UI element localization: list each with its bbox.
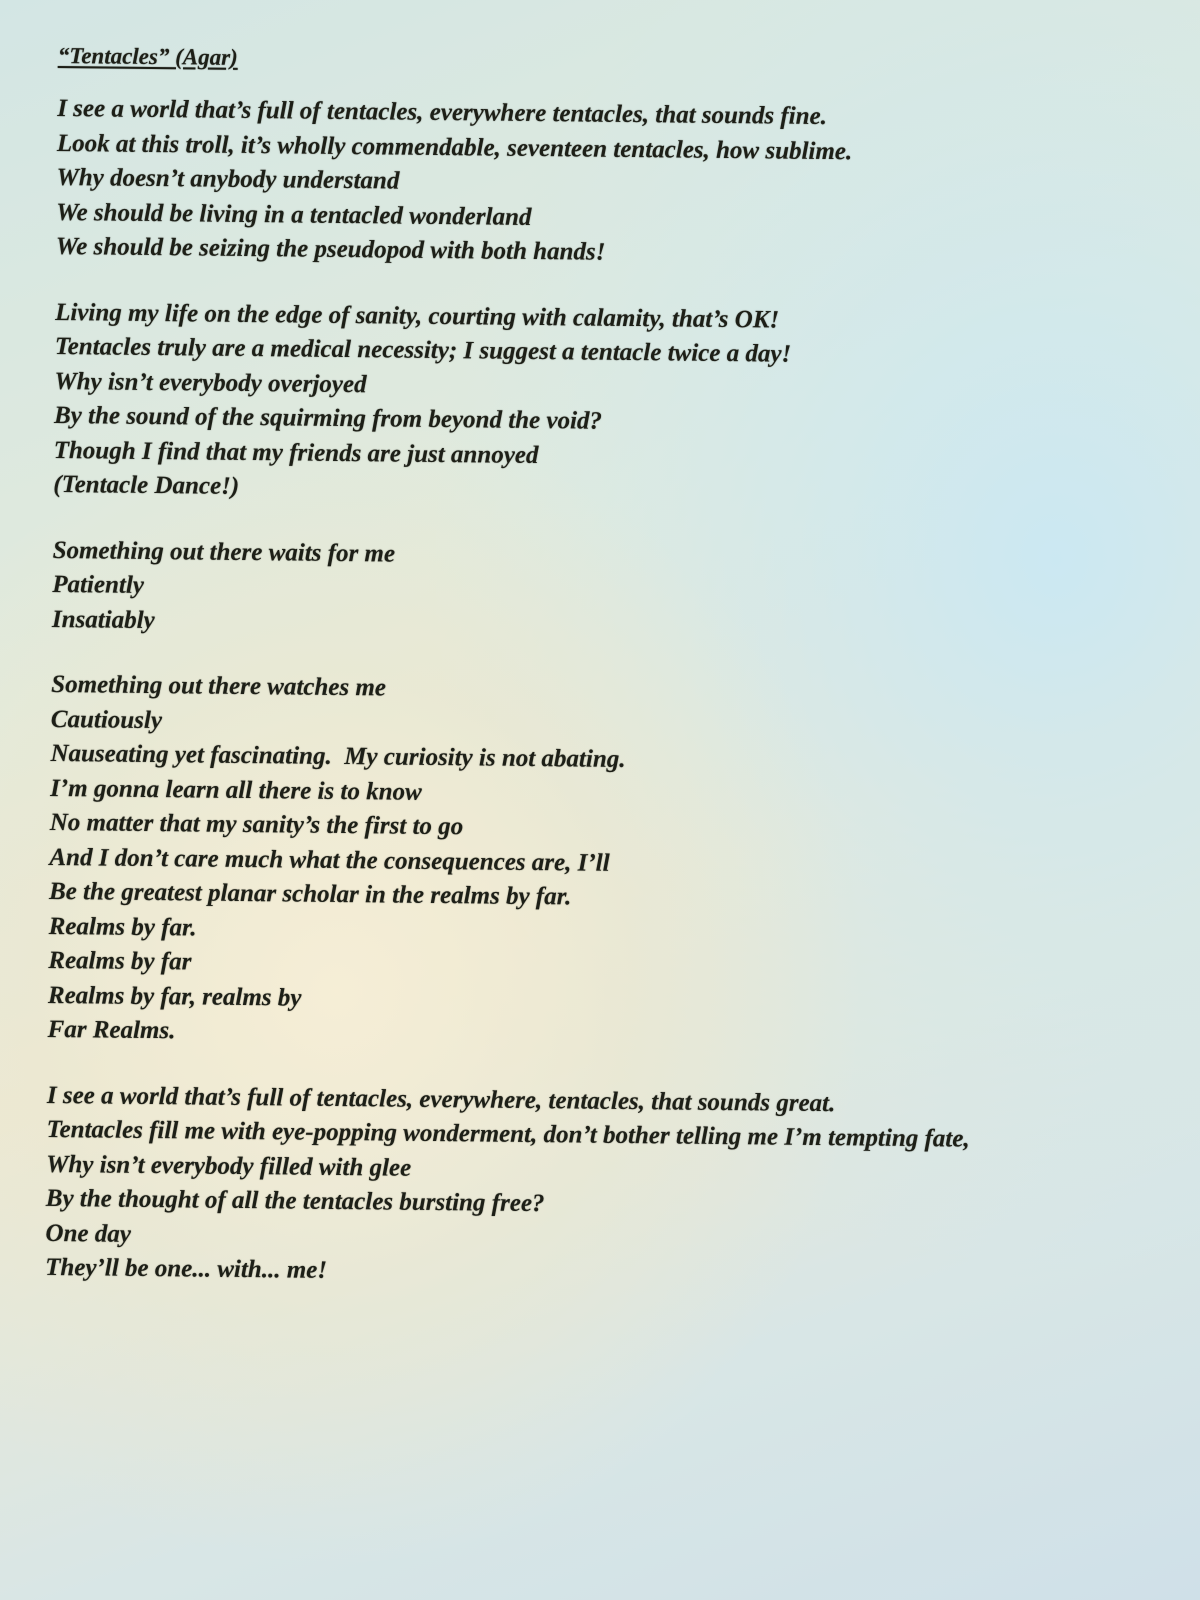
- lyric-line: By the sound of the squirming from beyond the void?: [53, 401, 603, 435]
- lyric-line: Why isn’t everybody filled with glee: [46, 1150, 412, 1182]
- lyric-line: No matter that my sanity’s the first to go: [49, 808, 464, 841]
- stanza-1: [56, 92, 1138, 276]
- lyric-line: Something out there watches me: [51, 670, 387, 702]
- lyric-line: Something out there waits for me: [52, 536, 396, 568]
- lyric-line: Realms by far, realms by: [47, 981, 302, 1012]
- lyric-line: We should be seizing the pseudopod with both hands!: [55, 232, 606, 266]
- lyric-line: Patiently: [52, 570, 145, 599]
- lyric-line: Cautiously: [50, 705, 163, 734]
- stanza-3: [52, 533, 1133, 648]
- lyrics-document: [45, 40, 1138, 1328]
- lyric-line: Tentacles truly are a medical necessity; I suggest a tentacle twice a day!: [54, 332, 792, 368]
- lyric-line: Realms by far: [48, 946, 192, 976]
- lyric-line: I see a world that’s full of tentacles, everywhere tentacles, that sounds fine.: [57, 94, 828, 131]
- lyric-line: I see a world that’s full of tentacles, everywhere, tentacles, that sounds great.: [46, 1081, 836, 1117]
- stanza-2: [53, 295, 1135, 513]
- lyric-line: Look at this troll, it’s wholly commendable, seventeen tentacles, how sublime.: [56, 129, 853, 165]
- lyric-line: Realms by far.: [48, 912, 197, 941]
- lyric-line: Why doesn’t anybody understand: [56, 163, 400, 195]
- lyric-line: Tentacles fill me with eye-popping wonderment, don’t bother telling me I’m tempting fate,: [46, 1115, 970, 1153]
- lyric-line: By the thought of all the tentacles bursting free?: [45, 1184, 545, 1218]
- lyric-line: Insatiably: [51, 605, 155, 634]
- lyric-line: Why isn’t everybody overjoyed: [54, 367, 367, 398]
- song-title: “Tentacles” (Agar): [57, 42, 238, 70]
- lyric-line: And I don’t care much what the consequences are, I’ll: [49, 843, 610, 877]
- lyric-line: We should be living in a tentacled wonderland: [56, 198, 532, 231]
- lyric-line: I’m gonna learn all there is to know: [50, 774, 422, 806]
- lyric-line: Far Realms.: [47, 1015, 176, 1045]
- lyric-line: They’ll be one... with... me!: [45, 1253, 328, 1284]
- lyric-line: Though I find that my friends are just annoyed: [53, 436, 539, 469]
- lyric-line: Be the greatest planar scholar in the realms by far.: [48, 877, 572, 911]
- lyric-line: Living my life on the edge of sanity, courting with calamity, that’s OK!: [55, 298, 780, 334]
- lyric-line: (Tentacle Dance!): [53, 470, 240, 500]
- stanza-5: [45, 1078, 1127, 1296]
- stanza-4: [47, 668, 1131, 1059]
- lyric-line: One day: [45, 1219, 132, 1248]
- lyric-line: Nauseating yet fascinating. My curiosity is not abating.: [50, 739, 626, 773]
